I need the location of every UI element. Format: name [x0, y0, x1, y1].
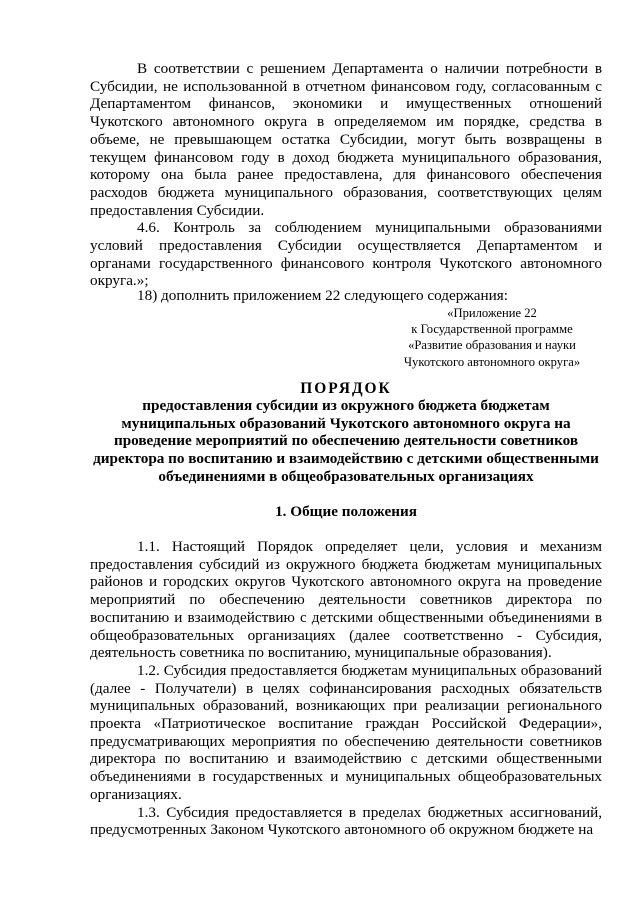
paragraph: В соответствии с решением Департамента о наличии потребности в Субсидии, не использованной в отчетном финансовом году, согласованным с Департаментом финансов, экономики и имущественных отношений Чукотского автономного округа в определяемом им порядке, средства в объеме, не превышающем остатка Субсидии, могут быть возвращены в текущем финансовом году в доход бюджета муниципального образования, которому она была ранее предоставлена, для финансового обеспечения расходов бюджета муниципального образования, соответствующих целям предоставления Субсидии.	[90, 60, 602, 219]
paragraph: 1.3. Субсидия предоставляется в пределах бюджетных ассигнований, предусмотренных Законом Чукотского автономного об окружном бюджете на	[90, 803, 602, 839]
appendix-note	[392, 305, 592, 370]
appendix-note-line: к Государственной программе	[411, 322, 573, 337]
amendment-line: 18) дополнить приложением 22 следующего содержания:	[137, 287, 509, 304]
document-subtitle: предоставления субсидии из окружного бюджета бюджетам муниципальных образований Чукотского автономного округа на проведение мероприятий по обеспечению деятельности советников директора по воспитанию и взаимодействию с детскими общественными объединениями в общеобразовательных организациях	[93, 397, 599, 485]
section-body	[90, 538, 602, 839]
paragraph: 4.6. Контроль за соблюдением муниципальными образованиями условий предоставления Субсидии осуществляется Департаментом и органами государственного финансового контроля Чукотского автономного округа.»;	[90, 219, 602, 290]
amendment-text	[90, 287, 602, 305]
paragraph: 1.1. Настоящий Порядок определяет цели, условия и механизм предоставления субсидий из окружного бюджета бюджетам муниципальных районов и городских округов Чукотского автономного округа на проведение мероприятий по обеспечению деятельности советников директора по воспитанию и взаимодействию с детскими общественными объединениями в общеобразовательных организациях (далее соответственно - Субсидия, деятельность советника по воспитанию, муниципальные образования).	[90, 538, 602, 662]
appendix-note-line: «Развитие образования и науки	[408, 338, 576, 353]
section-heading: 1. Общие положения	[275, 503, 417, 520]
appendix-note-line: «Приложение 22	[447, 306, 537, 320]
intro-text	[90, 60, 602, 290]
document-title: ПОРЯДОК	[300, 380, 392, 397]
paragraph: 1.2. Субсидия предоставляется бюджетам муниципальных образований (далее - Получатели) в целях софинансирования расходных обязательств муниципальных образований, возникающих при реализации регионального проекта «Патриотическое воспитание граждан Российской Федерации», предусматривающих мероприятия по обеспечению деятельности советников директора по воспитанию и взаимодействию с детскими общественными объединениями в государственных и муниципальных общеобразовательных организациях.	[90, 661, 602, 803]
appendix-note-line: Чукотского автономного округа»	[403, 354, 581, 369]
